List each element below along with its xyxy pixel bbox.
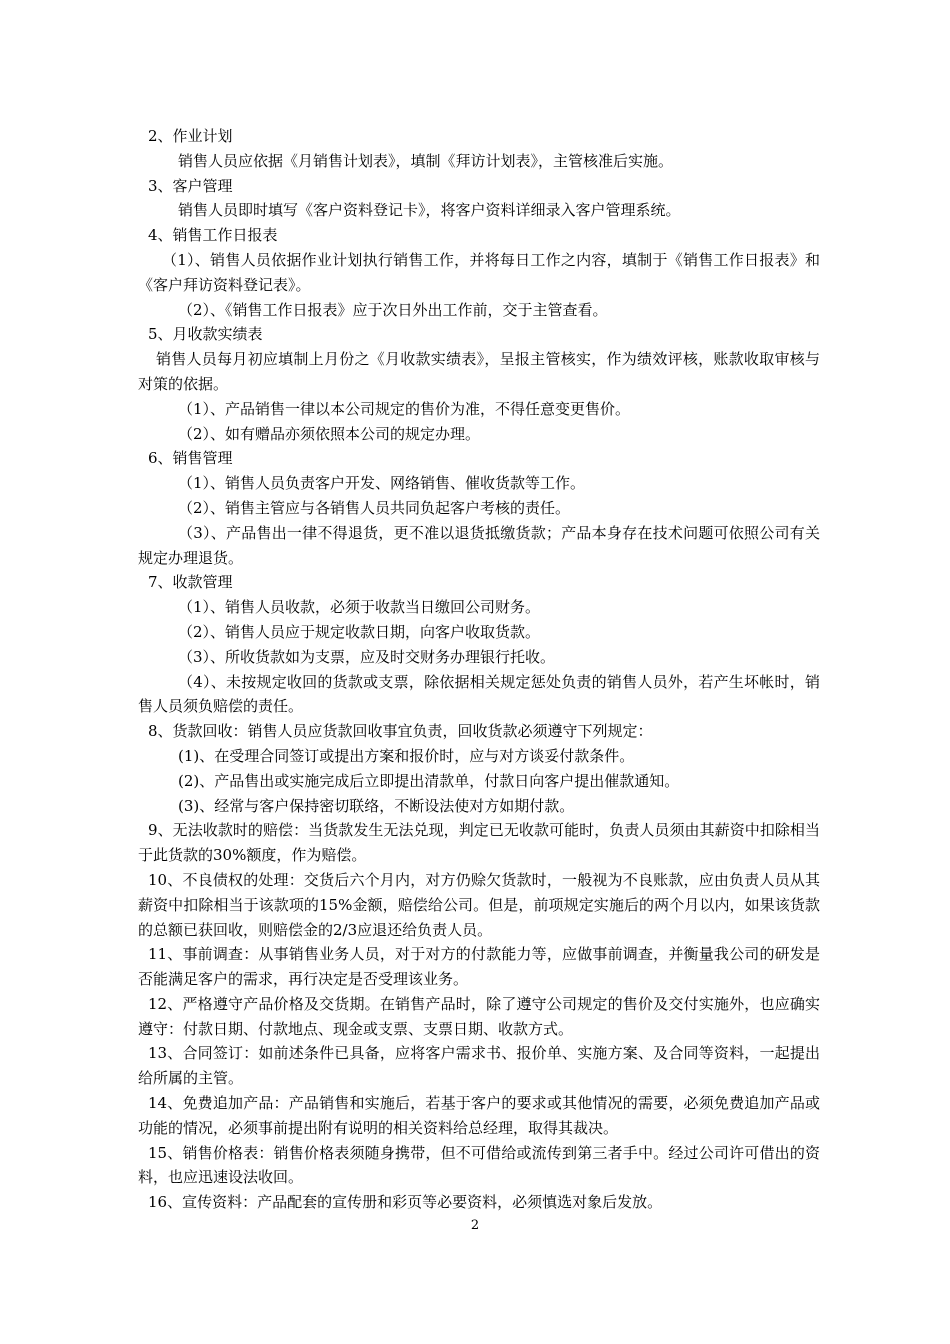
paragraph: （2）、《销售工作日报表》应于次日外出工作前，交于主管查看。 [178,300,608,319]
paragraph: 3、客户管理 [148,176,233,195]
paragraph: 7、收款管理 [148,573,233,592]
paragraph: 6、销售管理 [148,449,233,468]
paragraph: （1）、销售人员负责客户开发、网络销售、催收货款等工作。 [178,474,586,493]
paragraph: （1）、产品销售一律以本公司规定的售价为准，不得任意变更售价。 [178,399,631,418]
paragraph: 9、无法收款时的赔偿：当货款发生无法兑现，判定已无收款可能时，负责人员须由其薪资中扣除相当于此货款的30%额度，作为赔偿。 [138,821,820,865]
paragraph: (3)、经常与客户保持密切联络，不断设法使对方如期付款。 [178,796,575,815]
paragraph: 14、免费追加产品：产品销售和实施后，若基于客户的要求或其他情况的需要，必须免费追加产品或功能的情况，必须事前提出附有说明的相关资料给总经理，取得其裁决。 [138,1094,820,1137]
paragraph: 5、月收款实绩表 [148,325,263,344]
paragraph: （3）、产品售出一律不得退货，更不准以退货抵缴货款；产品本身存在技术问题可依照公司有关规定办理退货。 [138,523,820,567]
paragraph: （2）、如有赠品亦须依照本公司的规定办理。 [178,424,481,443]
document-body [138,124,820,1215]
paragraph: (1)、在受理合同签订或提出方案和报价时，应与对方谈妥付款条件。 [178,746,635,765]
page-number: 2 [470,1218,480,1233]
paragraph: 销售人员应依据《月销售计划表》，填制《拜访计划表》，主管核准后实施。 [178,151,674,170]
paragraph: 16、宣传资料：产品配套的宣传册和彩页等必要资料，必须慎选对象后发放。 [148,1193,663,1212]
paragraph: (2)、产品售出或实施完成后立即提出清款单，付款日向客户提出催款通知。 [178,771,680,790]
paragraph: （1）、销售人员依据作业计划执行销售工作，并将每日工作之内容，填制于《销售工作日报表》和《客户拜访资料登记表》。 [138,250,820,294]
paragraph: （2）、销售主管应与各销售人员共同负起客户考核的责任。 [178,498,571,517]
paragraph: 13、合同签订：如前述条件已具备，应将客户需求书、报价单、实施方案、及合同等资料，一起提出给所属的主管。 [138,1044,820,1088]
paragraph: 15、销售价格表：销售价格表须随身携带，但不可借给或流传到第三者手中。经过公司许可借出的资料，也应迅速设法收回。 [138,1143,820,1187]
paragraph: 4、销售工作日报表 [148,226,278,245]
paragraph: 8、货款回收：销售人员应货款回收事宜负责，回收货款必须遵守下列规定： [148,722,653,741]
paragraph: （2）、销售人员应于规定收款日期，向客户收取货款。 [178,622,541,641]
paragraph: 销售人员每月初应填制上月份之《月收款实绩表》，呈报主管核实，作为绩效评核，账款收取审核与对策的依据。 [138,350,820,393]
paragraph: 2、作业计划 [148,127,233,145]
paragraph: 12、严格遵守产品价格及交货期。在销售产品时，除了遵守公司规定的售价及交付实施外，也应确实遵守：付款日期、付款地点、现金或支票、支票日期、收款方式。 [138,994,820,1038]
paragraph: 11、事前调查：从事销售业务人员，对于对方的付款能力等，应做事前调查，并衡量我公司的研发是否能满足客户的需求，再行决定是否受理该业务。 [138,945,820,989]
paragraph: 销售人员即时填写《客户资料登记卡》，将客户资料详细录入客户管理系统。 [178,201,681,220]
paragraph: 10、不良债权的处理：交货后六个月内，对方仍赊欠货款时，一般视为不良账款，应由负责人员从其薪资中扣除相当于该款项的15%金额，赔偿给公司。但是，前项规定实施后的两个月以内，如果该货款的总额已获回收，则赔偿金的2/3应退还给负责人员。 [138,870,820,939]
paragraph: （1）、销售人员收款，必须于收款当日缴回公司财务。 [178,598,541,617]
paragraph: （4）、未按规定收回的货款或支票，除依据相关规定惩处负责的销售人员外，若产生坏帐时，销售人员须负赔偿的责任。 [138,672,820,716]
paragraph: （3）、所收货款如为支票，应及时交财务办理银行托收。 [178,647,556,666]
